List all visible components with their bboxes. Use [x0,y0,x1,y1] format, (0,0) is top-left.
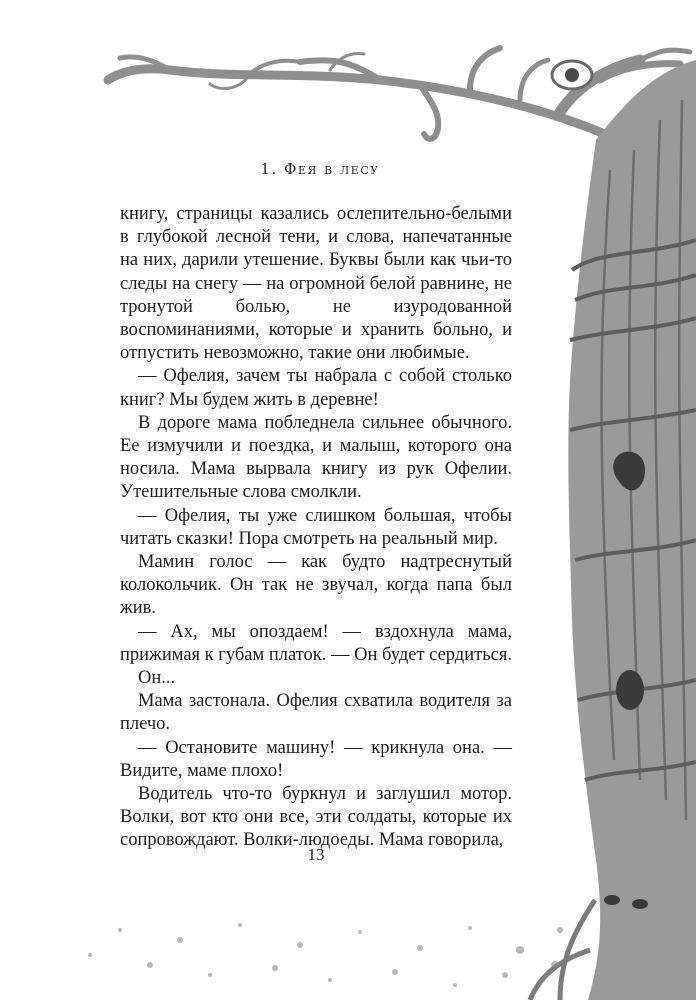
paragraph: — Офелия, ты уже слишком большая, чтобы читать сказки! Пора смотреть на реальный мир. [120,505,512,549]
body-text [120,203,512,853]
paragraph: В дороге мама побледнела сильнее обычного. Ее измучили и поездка, и малыш, которого она носила. Мама вырвала книгу из рук Офелии. Утешительные слова смолкли. [120,412,512,503]
paragraph: Он... [138,668,176,689]
paragraph: — Остановите машину! — крикнула она. — Видите, маме плохо! [120,737,512,781]
paragraph: Мамин голос — как будто надтреснутый колокольчик. Он так не звучал, когда папа был жив. [120,552,512,619]
roots [530,900,595,1000]
paragraph: Водитель что-то буркнул и заглушил мотор. Волки, вот кто они все, эти солдаты, которые их сопровождают. Волки-людоеды. Мама говорила, [120,784,512,851]
running-head: 1. Фея в лесу [260,160,380,178]
paragraph: — Офелия, зачем ты набрала с собой столько книг? Мы будем жить в деревне! [120,366,512,410]
ground-splatter [88,923,563,987]
paragraph: книгу, страницы казались ослепительно-белыми в глубокой лесной тени, и слова, напечатанные на них, дарили утешение. Буквы были как чьи-то следы на снегу — на огромной белой равнине, не тронутой болью, не изуродованной воспоминаниями, которые и хранить больно, и отпустить невозможно, такие они любимые. [120,204,512,364]
eye-ornament [552,61,592,89]
paragraph: Мама застонала. Офелия схватила водителя за плечо. [120,691,512,735]
paragraph: — Ах, мы опоздаем! — вздохнула мама, прижимая к губам платок. — Он будет сердиться. [120,621,512,665]
page-number: 13 [307,845,325,864]
